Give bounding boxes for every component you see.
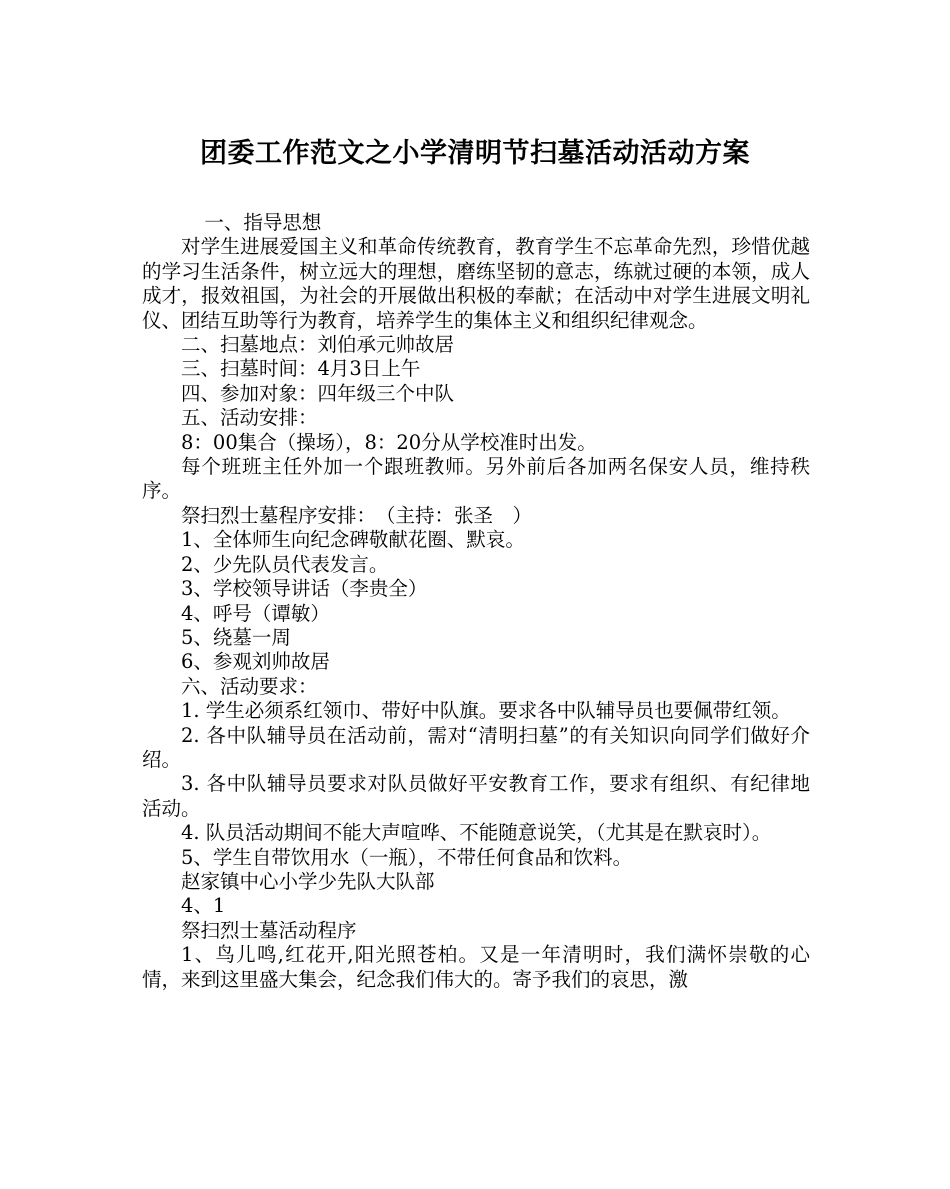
paragraph-ceremony-speech: 1、鸟儿鸣,红花开,阳光照苍柏。又是一年清明时，我们满怀崇敬的心情，来到这里盛大集会，纪念我们伟大的。寄予我们的哀思，激 (142, 943, 810, 991)
paragraph-guiding-thought: 对学生进展爱国主义和革命传统教育，教育学生不忘革命先烈，珍惜优越的学习生活条件，树立远大的理想，磨练坚韧的意志，练就过硬的本领，成人成才，报效祖国，为社会的开展做出积极的奉献；在活动中对学生进展文明礼仪、团结互助等行为教育，培养学生的集体主义和组织纪律观念。 (142, 235, 810, 332)
signature-date: 4、1 (181, 894, 226, 918)
signature-organization: 赵家镇中心小学少先队大队部 (181, 869, 435, 893)
list-item: 2. 各中队辅导员在活动前，需对“清明扫墓”的有关知识向同学们做好介绍。 (142, 723, 810, 771)
list-item: 3、学校领导讲话（李贵全） (181, 577, 428, 601)
paragraph-procedure-heading: 祭扫烈士墓程序安排： （主持：张圣 ） (181, 503, 533, 527)
section-location: 二、扫墓地点：刘伯承元帅故居 (181, 333, 455, 357)
document-body (142, 211, 810, 992)
list-item: 5、绕墓一周 (181, 625, 291, 649)
section-heading-guiding-thought: 一、指导思想 (204, 211, 322, 234)
list-item: 2、少先队员代表发言。 (181, 552, 389, 576)
list-item: 3. 各中队辅导员要求对队员做好平安教育工作，要求有组织、有纪律地活动。 (142, 772, 810, 820)
section-time: 三、扫墓时间：4月3日上午 (181, 357, 421, 381)
section-participants: 四、参加对象：四年级三个中队 (181, 381, 455, 405)
section-heading-ceremony-procedure: 祭扫烈士墓活动程序 (181, 918, 357, 942)
paragraph-schedule: 8：00集合（操场），8：20分从学校准时出发。 (181, 430, 597, 454)
list-item: 5、学生自带饮用水（一瓶），不带任何食品和饮料。 (181, 845, 633, 869)
list-item: 1. 学生必须系红领巾、带好中队旗。要求各中队辅导员也要佩带红领。 (181, 699, 791, 723)
list-item: 6、参观刘帅故居 (181, 650, 330, 674)
list-item: 4. 队员活动期间不能大声喧哗、不能随意说笑，（尤其是在默哀时）。 (181, 821, 772, 845)
list-item: 4、呼号（谭敏） (181, 601, 330, 625)
section-heading-arrangement: 五、活动安排： (181, 406, 318, 430)
document-title: 团委工作范文之小学清明节扫墓活动活动方案 (200, 138, 750, 169)
paragraph-staffing: 每个班班主任外加一个跟班教师。另外前后各加两名保安人员，维持秩序。 (142, 455, 810, 503)
list-item: 1、全体师生向纪念碑敬献花圈、默哀。 (181, 528, 525, 552)
section-heading-requirements: 六、活动要求： (181, 674, 318, 698)
